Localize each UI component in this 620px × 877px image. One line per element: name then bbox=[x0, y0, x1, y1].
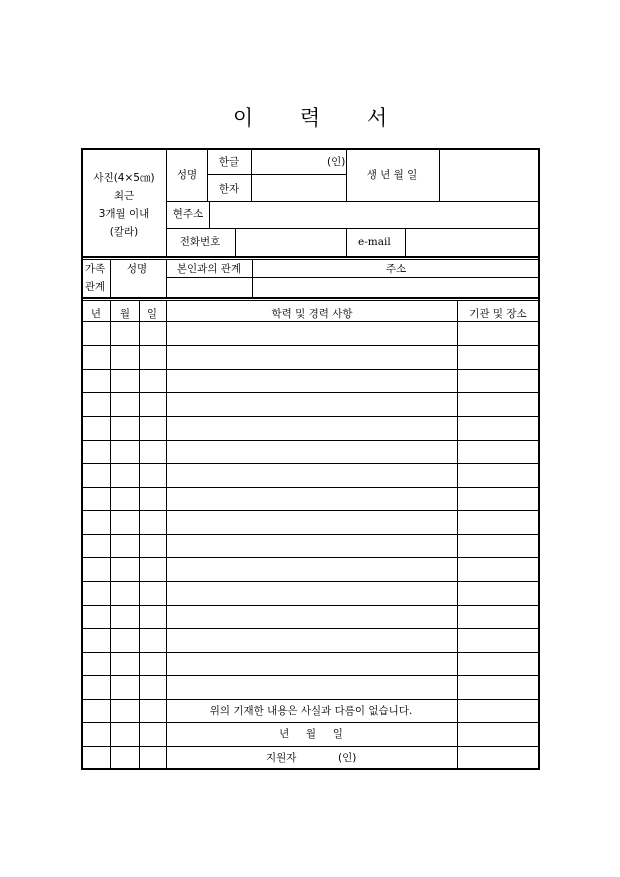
seal-mark: (인) bbox=[327, 156, 346, 168]
rule bbox=[439, 149, 440, 201]
rule bbox=[209, 201, 210, 228]
rule bbox=[81, 300, 540, 301]
family-relation-label-top: 가족 bbox=[84, 263, 106, 275]
career-place-header: 기관 및 장소 bbox=[469, 308, 527, 320]
rule bbox=[110, 260, 111, 297]
document-title: 이 력 서 bbox=[232, 106, 408, 130]
row-rule bbox=[81, 534, 540, 535]
photo-caption-color: (칼라) bbox=[109, 226, 139, 238]
section-divider bbox=[81, 256, 540, 258]
rule bbox=[346, 228, 347, 256]
row-rule bbox=[81, 369, 540, 370]
career-month-header: 월 bbox=[119, 308, 131, 320]
row-rule bbox=[81, 652, 540, 653]
career-history-header: 학력 및 경력 사항 bbox=[271, 308, 353, 320]
photo-caption-recent: 최근 bbox=[113, 190, 135, 202]
rule bbox=[166, 228, 539, 229]
career-day-header: 일 bbox=[146, 308, 158, 320]
row-rule bbox=[81, 510, 540, 511]
row-rule bbox=[81, 463, 540, 464]
rule bbox=[166, 149, 167, 256]
row-rule bbox=[81, 722, 540, 723]
row-rule bbox=[81, 605, 540, 606]
declaration-statement: 위의 기재한 내용은 사실과 다름이 없습니다. bbox=[209, 705, 413, 717]
row-rule bbox=[81, 675, 540, 676]
row-rule bbox=[81, 581, 540, 582]
photo-caption-period: 3개월 이내 bbox=[98, 208, 150, 220]
row-rule bbox=[81, 321, 540, 322]
email-label: e-mail bbox=[358, 236, 391, 248]
family-address-header: 주소 bbox=[385, 263, 407, 275]
applicant-label: 지원자 bbox=[266, 752, 297, 764]
rule bbox=[405, 228, 406, 256]
rule bbox=[235, 228, 236, 256]
row-rule bbox=[81, 628, 540, 629]
career-year-header: 년 bbox=[90, 308, 102, 320]
rule bbox=[251, 149, 252, 201]
address-label: 현주소 bbox=[172, 208, 204, 220]
applicant-seal: (인) bbox=[338, 752, 357, 764]
family-relation-label-bottom: 관계 bbox=[84, 281, 106, 293]
name-label: 성명 bbox=[176, 169, 198, 181]
rule bbox=[346, 149, 347, 201]
row-rule bbox=[81, 392, 540, 393]
hangul-label: 한글 bbox=[218, 156, 240, 168]
row-rule bbox=[81, 487, 540, 488]
rule bbox=[252, 260, 253, 297]
rule bbox=[166, 201, 539, 202]
birth-date-label: 생 년 월 일 bbox=[366, 169, 418, 181]
row-rule bbox=[81, 345, 540, 346]
rule bbox=[207, 149, 208, 201]
row-rule bbox=[81, 557, 540, 558]
row-rule bbox=[81, 440, 540, 441]
rule bbox=[81, 259, 540, 260]
row-rule bbox=[81, 746, 540, 747]
rule bbox=[166, 277, 540, 278]
declaration-date: 년 월 일 bbox=[279, 728, 343, 740]
rule bbox=[207, 174, 346, 175]
photo-caption-size: 사진(4×5㎝) bbox=[93, 172, 155, 184]
family-name-header: 성명 bbox=[126, 263, 148, 275]
family-relationship-header: 본인과의 관계 bbox=[176, 263, 242, 275]
resume-form bbox=[81, 148, 540, 770]
section-divider bbox=[81, 297, 540, 299]
row-rule bbox=[81, 416, 540, 417]
rule bbox=[166, 260, 167, 297]
row-rule bbox=[81, 699, 540, 700]
hanja-label: 한자 bbox=[218, 183, 240, 195]
phone-label: 전화번호 bbox=[179, 236, 221, 248]
